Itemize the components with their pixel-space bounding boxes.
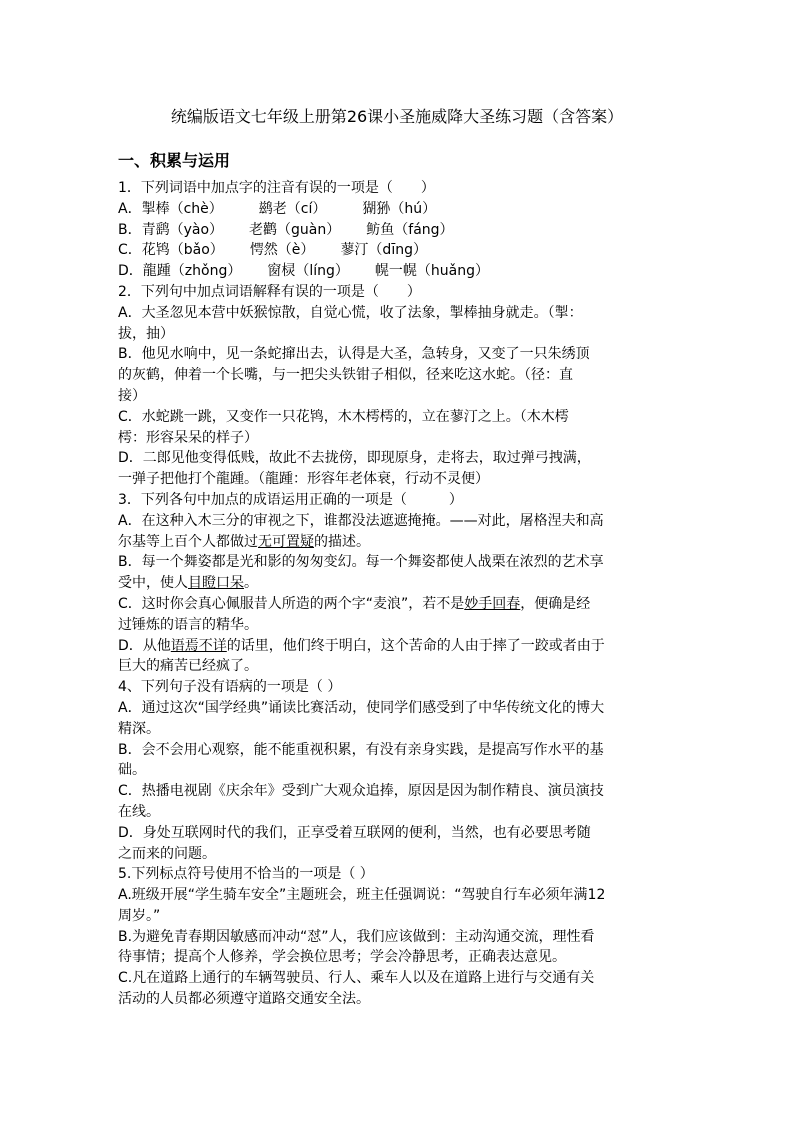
question-2-option-b-line-2: 的灰鹤，伸着一个长嘴，与一把尖头铁钳子相似，径来吃这水蛇。（径：直 xyxy=(118,367,573,384)
underlined-idiom: 目瞪口呆 xyxy=(188,575,244,592)
option-b-item-1: B．青鹞（yào） xyxy=(118,221,224,238)
question-5-option-a-line-2: 周岁。” xyxy=(118,907,161,924)
question-3-option-c-line-1 xyxy=(118,594,678,615)
question-4-option-a-line-2: 精深。 xyxy=(118,720,160,737)
question-4-option-b-line-2: 础。 xyxy=(118,762,146,779)
question-4-option-c-line-2: 在线。 xyxy=(118,803,160,820)
option-d-item-2: 窗棂（líng） xyxy=(267,263,349,280)
question-2-option-b-line-3: 接） xyxy=(118,387,146,404)
question-4-option-a-line-1: A．通过这次“国学经典”诵读比赛活动，使同学们感受到了中华传统文化的博大 xyxy=(118,699,605,716)
question-3-stem: 3．下列各句中加点的成语运用正确的一项是（ ） xyxy=(118,491,463,508)
question-5-option-a-line-1: A.班级开展“学生骑车安全”主题班会，班主任强调说：“驾驶自行车必须年满12 xyxy=(118,887,606,904)
question-5-option-c-line-2: 活动的人员都必须遵守道路交通安全法。 xyxy=(118,991,370,1008)
question-4-option-b-line-1: B．会不会用心观察，能不能重视积累，有没有亲身实践，是提高写作水平的基 xyxy=(118,741,604,758)
question-4-stem: 4、下列句子没有语病的一项是（ ） xyxy=(118,679,342,696)
question-3-option-d-line-1 xyxy=(118,636,678,657)
question-2-stem: 2．下列句中加点词语解释有误的一项是（ ） xyxy=(118,283,421,300)
question-2-option-d-line-2: 一弹子把他打个龍踵。（龍踵：形容年老体衰，行动不灵便） xyxy=(118,471,489,488)
section-heading: 一、积累与运用 xyxy=(118,151,231,170)
underlined-idiom: 无可置疑 xyxy=(258,533,314,550)
question-2-option-c-line-1: C．水蛇跳一跳，又变作一只花鸨，木木樗樗的，立在蓼汀之上。（木木樗 xyxy=(118,408,569,425)
text-segment: 的话里，他们终于明白，这个苦命的人由于摔了一跤或者由于 xyxy=(226,637,605,654)
option-d-item-3: 幌一幌（huǎng） xyxy=(374,263,489,280)
option-d-item-1: D．龍踵（zhǒng） xyxy=(118,263,242,280)
text-segment: 尔基等上百个人都做过 xyxy=(118,533,258,550)
question-4-option-c-line-1: C．热播电视剧《庆余年》受到广大观众追捧，原因是因为制作精良、演员演技 xyxy=(118,783,604,800)
text-segment: 。 xyxy=(244,575,258,592)
option-c-item-2: 愕然（è） xyxy=(249,242,315,259)
question-3-option-a-line-1: A．在这种入木三分的审视之下，谁都没法遮遮掩掩。——对此，屠格涅夫和高 xyxy=(118,512,604,529)
question-5-stem: 5.下列标点符号使用不恰当的一项是（ ） xyxy=(118,866,374,883)
question-3-option-c-line-2: 过锤炼的语言的精华。 xyxy=(118,616,258,633)
option-a-item-3: 猢狲（hú） xyxy=(362,200,437,217)
question-3-option-d-line-2: 巨大的痛苦已经疯了。 xyxy=(118,658,258,675)
option-c-item-3: 蓼汀（dīng） xyxy=(340,242,427,259)
option-a-item-1: A．掣棒（chè） xyxy=(118,200,223,217)
question-1-option-c xyxy=(118,240,678,261)
text-segment: ，便确是经 xyxy=(520,595,591,612)
question-3-option-b-line-1: B．每一个舞姿都是光和影的匆匆变幻。每一个舞姿都使人战栗在浓烈的艺术享 xyxy=(118,554,604,571)
option-c-item-1: C．花鸨（bǎo） xyxy=(118,242,224,259)
question-2-option-a-line-1: A．大圣忽见本营中妖猴惊散，自觉心慌，收了法象，掣棒抽身就走。（掣： xyxy=(118,304,583,321)
underlined-idiom: 妙手回春 xyxy=(464,595,521,612)
question-2-option-c-line-2: 樗：形容呆呆的样子） xyxy=(118,429,258,446)
question-3-option-b-line-2 xyxy=(118,573,678,594)
option-a-item-2: 鹚老（cí） xyxy=(258,200,327,217)
question-1-option-b xyxy=(118,220,678,241)
question-4-option-d-line-1: D．身处互联网时代的我们，正享受着互联网的便利，当然，也有必要思考随 xyxy=(118,824,591,841)
question-1-option-d xyxy=(118,261,678,282)
question-1-stem: 1．下列词语中加点字的注音有误的一项是（ ） xyxy=(118,180,435,196)
underlined-idiom: 语焉不详 xyxy=(170,637,227,654)
document-title: 统编版语文七年级上册第26课小圣施威降大圣练习题（含答案） xyxy=(170,107,624,126)
question-2-option-d-line-1: D．二郎见他变得低贱，故此不去拢傍，即现原身，走将去，取过弹弓拽满， xyxy=(118,450,591,467)
document-body xyxy=(118,178,678,1010)
question-4-option-d-line-2: 之而来的问题。 xyxy=(118,845,216,862)
question-2-option-b-line-1: B．他见水响中，见一条蛇撺出去，认得是大圣，急转身，又变了一只朱绣顶 xyxy=(118,346,590,363)
question-5-option-b-line-1: B.为避免青春期因敏感而冲动“怼”人，我们应该做到：主动沟通交流，理性看 xyxy=(118,928,595,945)
question-3-option-a-line-2 xyxy=(118,532,678,553)
option-b-item-2: 老鹳（guàn） xyxy=(249,221,341,238)
question-1-option-a xyxy=(118,199,678,220)
text-segment: D．从他 xyxy=(118,637,171,654)
text-segment: 的描述。 xyxy=(314,533,370,550)
text-segment: 受中，使人 xyxy=(118,575,188,592)
question-2-option-a-line-2: 拔，抽） xyxy=(118,325,174,342)
question-5-option-b-line-2: 待事情；提高个人修养，学会换位思考；学会冷静思考，正确表达意见。 xyxy=(118,949,566,966)
question-5-option-c-line-1: C.凡在道路上通行的车辆驾驶员、行人、乘车人以及在道路上进行与交通有关 xyxy=(118,970,595,987)
text-segment: C．这时你会真心佩服昔人所造的两个字“麦浪”，若不是 xyxy=(118,595,465,612)
option-b-item-3: 鲂鱼（fáng） xyxy=(366,221,454,238)
